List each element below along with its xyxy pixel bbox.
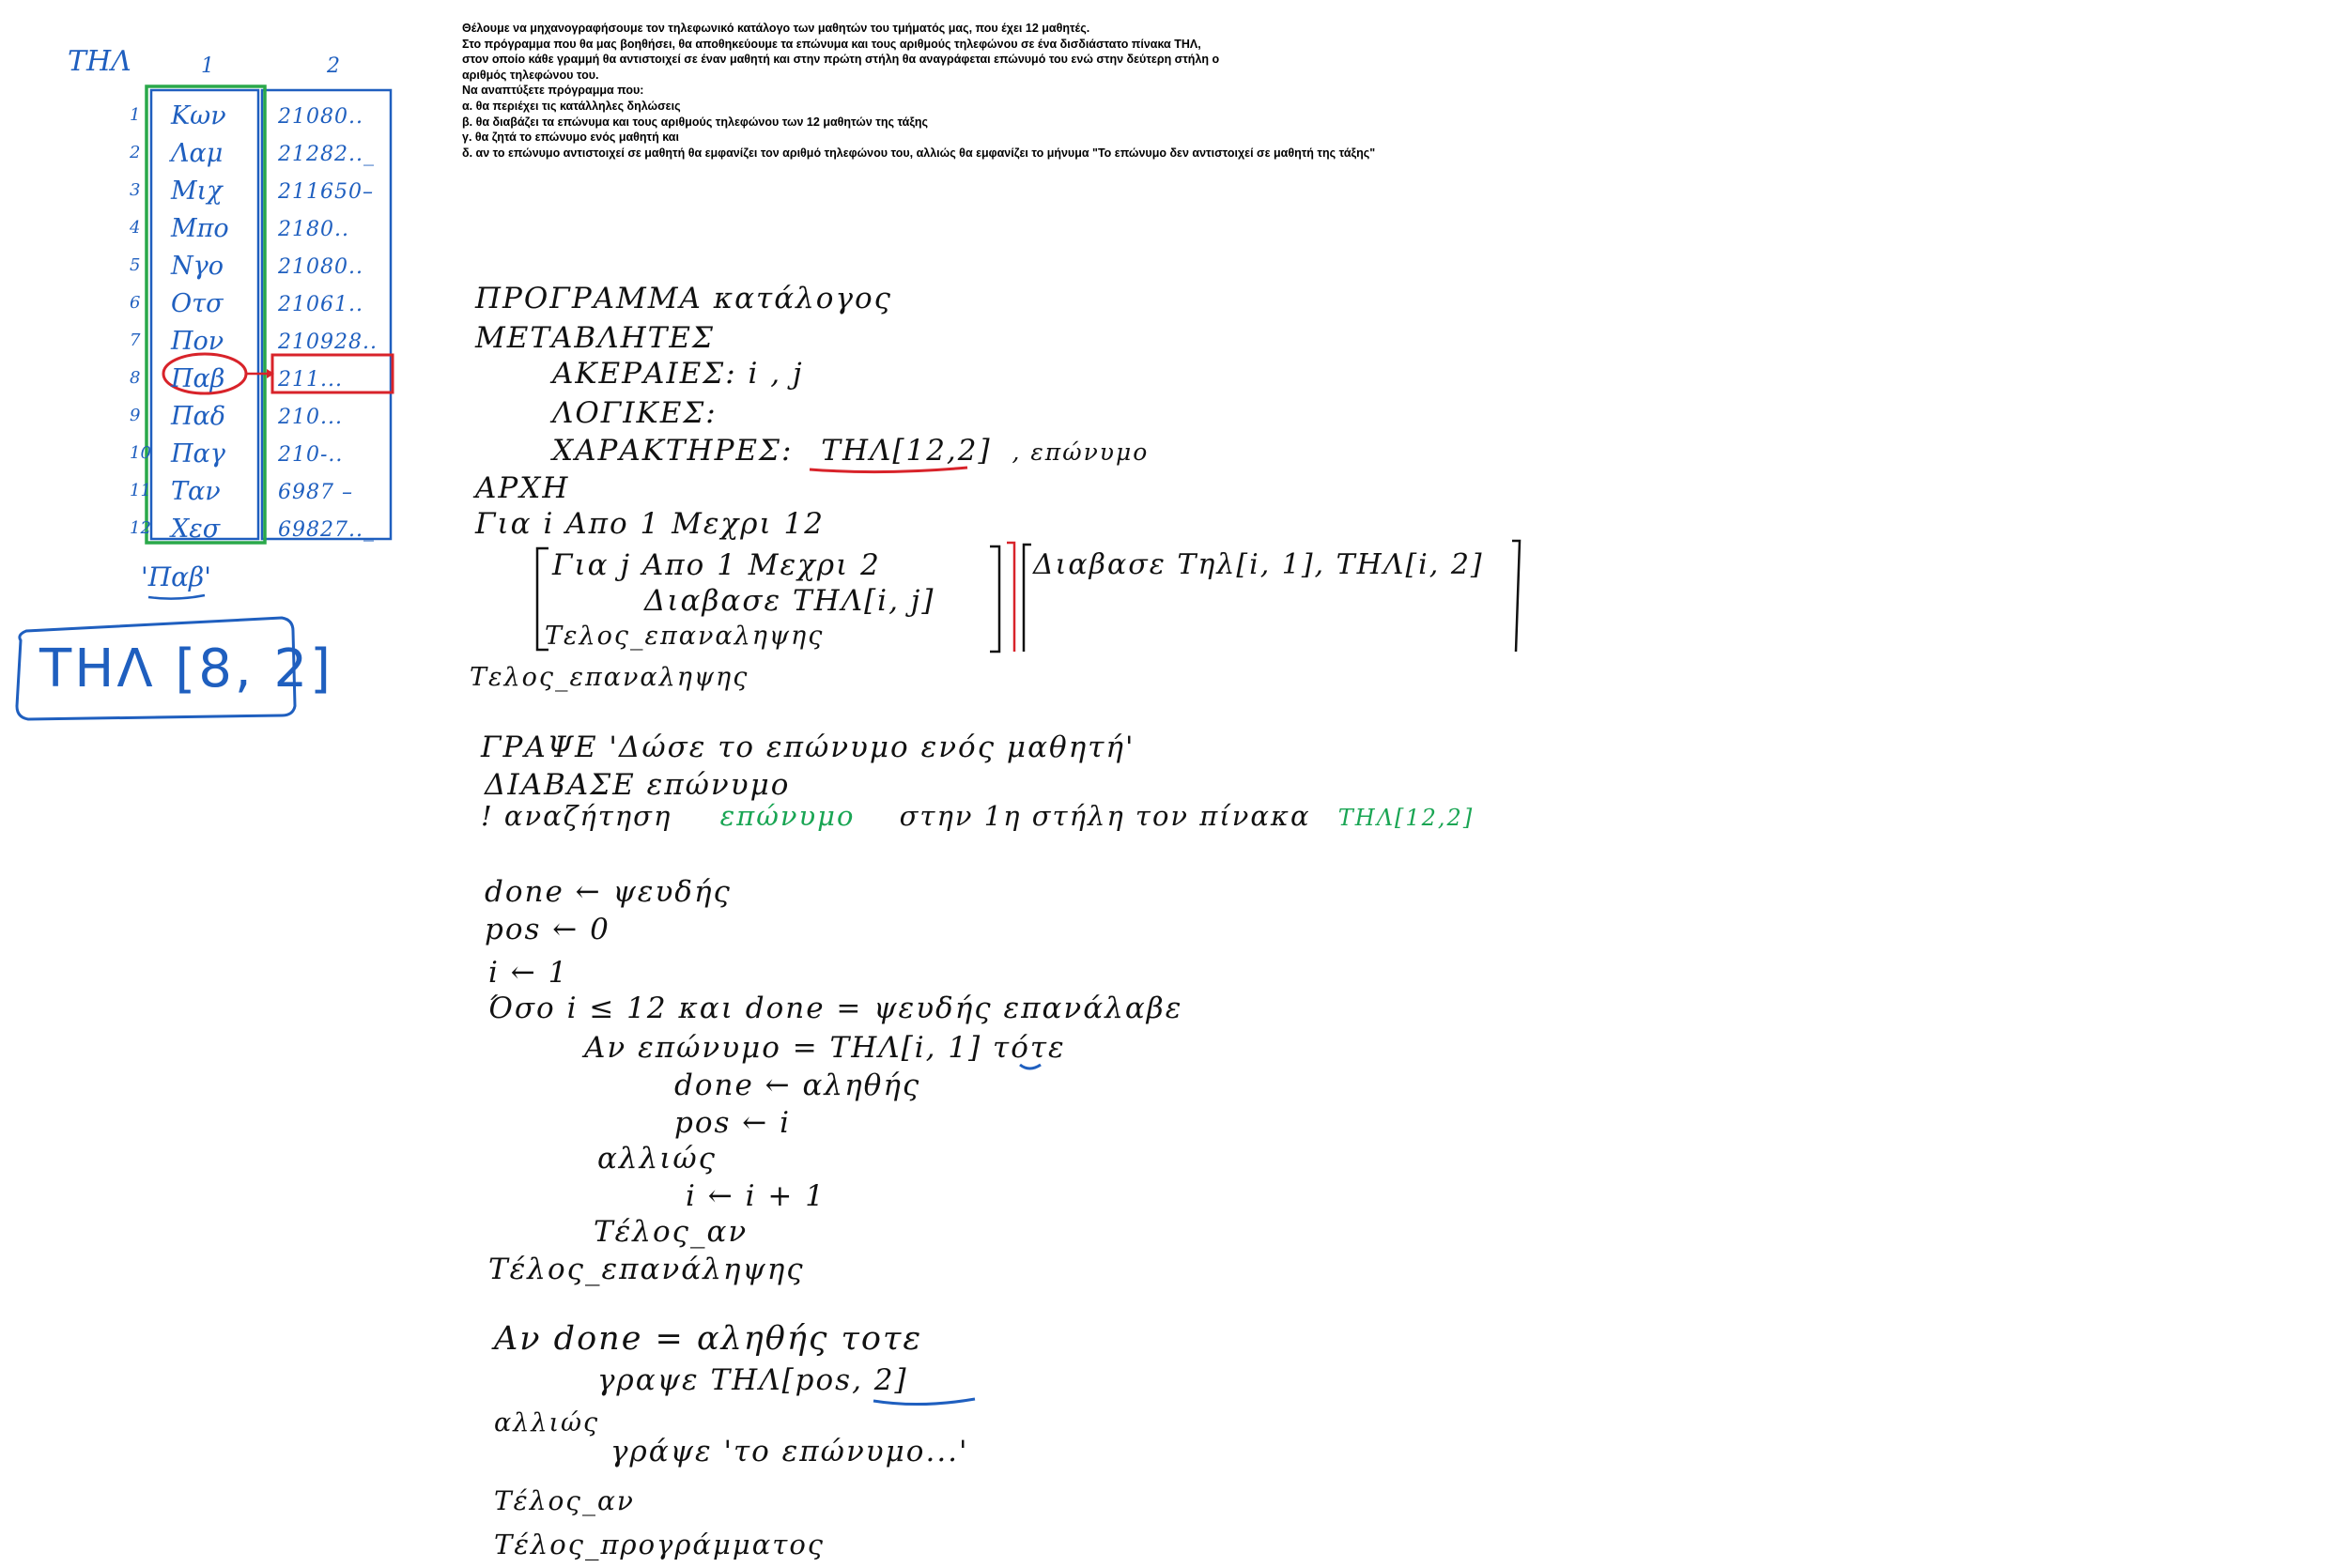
chars-array: ΤΗΛ[12,2] <box>821 434 992 468</box>
code-line: Διαβασε ΤΗΛ[i, j] <box>644 584 935 618</box>
cell-surname: Παβ <box>171 364 225 393</box>
code-line: Όσο i ≤ 12 και done = ψευδής επανάλαβε <box>488 992 1183 1025</box>
code-line: ΓΡΑΨΕ 'Δώσε το επώνυμο ενός μαθητή' <box>481 730 1135 764</box>
code-line: done ← αληθής <box>674 1068 921 1102</box>
col-header-2: 2 <box>327 54 340 78</box>
cell-surname: Λαμ <box>171 139 224 168</box>
problem-line: γ. θα ζητά το επώνυμο ενός μαθητή και <box>462 131 679 145</box>
cell-phone: 211650– <box>278 180 374 204</box>
cell-surname: Μιχ <box>171 177 223 206</box>
cell-phone: 2180.. <box>278 218 349 241</box>
row-number: 4 <box>130 218 141 238</box>
code-line: Για i Απο 1 Μεχρι 12 <box>475 507 825 541</box>
code-line: Αν επώνυμο = ΤΗΛ[i, 1] τότε <box>584 1031 1066 1065</box>
cell-phone: 211... <box>278 368 343 392</box>
problem-line: Θέλουμε να μηχανογραφήσουμε τον τηλεφωνικό κατάλογο των μαθητών του τμήματός μας, που έχει 12 μαθητές. <box>462 22 1090 35</box>
comment-array: ΤΗΛ[12,2] <box>1337 805 1475 831</box>
code-line: i ← 1 <box>488 956 569 990</box>
cell-phone: 69827.._ <box>278 518 375 542</box>
code-line: Τέλος_προγράμματος <box>494 1529 826 1560</box>
code-line: ΜΕΤΑΒΛΗΤΕΣ <box>475 321 715 355</box>
code-line: Για j Απο 1 Μεχρι 2 <box>552 548 881 582</box>
problem-line: α. θα περιέχει τις κατάλληλες δηλώσεις <box>462 99 681 113</box>
cell-phone: 21080.. <box>278 255 363 279</box>
row-number: 5 <box>130 255 141 275</box>
table-name: ΤΗΛ <box>68 45 131 78</box>
row-number: 12 <box>130 518 151 538</box>
cell-surname: Οτσ <box>171 289 224 318</box>
code-line: Τελος_επαναληψης <box>470 663 749 692</box>
chars-suffix: , επώνυμο <box>1012 438 1150 466</box>
cell-surname: Χεσ <box>171 515 221 544</box>
result-box: ΤΗΛ [8, 2] <box>39 638 333 699</box>
problem-line: αριθμός τηλεφώνου του. <box>462 68 599 82</box>
cell-phone: 210-.. <box>278 443 344 467</box>
problem-line: β. θα διαβάζει τα επώνυμα και τους αριθμούς τηλεφώνου των 12 μαθητών της τάξης <box>462 115 929 129</box>
cell-phone: 21080.. <box>278 105 363 129</box>
problem-line: Να αναπτύξετε πρόγραμμα που: <box>462 84 644 98</box>
code-line: Τέλος_αν <box>494 1485 635 1516</box>
code-line: Τέλος_επανάληψης <box>488 1253 805 1286</box>
code-line: γράψε 'το επώνυμο...' <box>610 1435 969 1468</box>
row-number: 9 <box>130 406 141 425</box>
cell-phone: 210928.. <box>278 331 378 354</box>
row-number: 11 <box>130 481 151 500</box>
code-line: ΛΟΓΙΚΕΣ: <box>552 396 718 430</box>
row-number: 2 <box>130 143 141 162</box>
cell-surname: Παδ <box>171 402 226 431</box>
row-number: 6 <box>130 293 141 313</box>
col-header-1: 1 <box>201 54 214 78</box>
problem-line: στον οποίο κάθε γραμμή θα αντιστοιχεί σε έναν μαθητή και στην πρώτη στήλη θα αναγράφεται επώνυμό του ενώ στην δεύτερη στήλη ο <box>462 53 1220 67</box>
row-number: 3 <box>130 180 141 200</box>
cell-surname: Πον <box>171 327 224 356</box>
cell-surname: Νγο <box>171 252 224 281</box>
row-number: 8 <box>130 368 141 388</box>
cell-surname: Κων <box>171 101 226 131</box>
code-line: αλλιώς <box>494 1408 600 1437</box>
code-line: i ← i + 1 <box>686 1179 826 1213</box>
code-line: ΔΙΑΒΑΣΕ επώνυμο <box>485 768 791 802</box>
cell-surname: Παγ <box>171 439 225 469</box>
comment-line <box>481 800 1474 832</box>
comment-prefix: ! αναζήτηση <box>481 800 672 832</box>
code-line: pos ← i <box>674 1106 792 1140</box>
search-label: 'Παβ' <box>141 561 211 592</box>
cell-phone: 210... <box>278 406 343 429</box>
code-line: Διαβασε Τηλ[i, 1], ΤΗΛ[i, 2] <box>1033 548 1484 581</box>
code-line: ΑΡΧΗ <box>475 471 570 505</box>
row-number: 10 <box>130 443 151 463</box>
cell-phone: 21282.._ <box>278 143 375 166</box>
code-line: ΠΡΟΓΡΑΜΜΑ κατάλογος <box>475 282 892 315</box>
code-line: αλλιώς <box>597 1142 718 1176</box>
cell-phone: 6987 – <box>278 481 353 504</box>
row-number: 7 <box>130 331 141 350</box>
code-line: done ← ψευδής <box>485 875 732 909</box>
problem-line: δ. αν το επώνυμο αντιστοιχεί σε μαθητή θα εμφανίζει τον αριθμό τηλεφώνου του, αλλιώς θα εμφανίζει το μήνυμα "Το επώνυμο δεν αντιστοιχεί σε μαθητή της τάξης" <box>462 146 1376 160</box>
code-line: Αν done = αληθής τοτε <box>494 1320 923 1358</box>
comment-middle: στην 1η στήλη τον πίνακα <box>899 800 1311 832</box>
chars-label: ΧΑΡΑΚΤΗΡΕΣ: <box>552 434 794 468</box>
cell-phone: 21061.. <box>278 293 363 316</box>
problem-line: Στο πρόγραμμα που θα μας βοηθήσει, θα αποθηκεύουμε τα επώνυμα και τους αριθμούς τηλεφώνου σε ένα δισδιάστατο πίνακα ΤΗΛ, <box>462 37 1201 51</box>
row-number: 1 <box>130 105 141 125</box>
code-line: Τέλος_αν <box>594 1215 749 1249</box>
code-line: pos ← 0 <box>485 913 610 946</box>
code-line: ΑΚΕΡΑΙΕΣ: i , j <box>552 357 804 391</box>
code-line: Τελος_επαναληψης <box>545 622 825 651</box>
cell-surname: Μπο <box>171 214 229 243</box>
comment-highlight: επώνυμο <box>719 800 856 832</box>
code-line: γραψε ΤΗΛ[pos, 2] <box>597 1363 908 1397</box>
cell-surname: Ταν <box>171 477 221 506</box>
